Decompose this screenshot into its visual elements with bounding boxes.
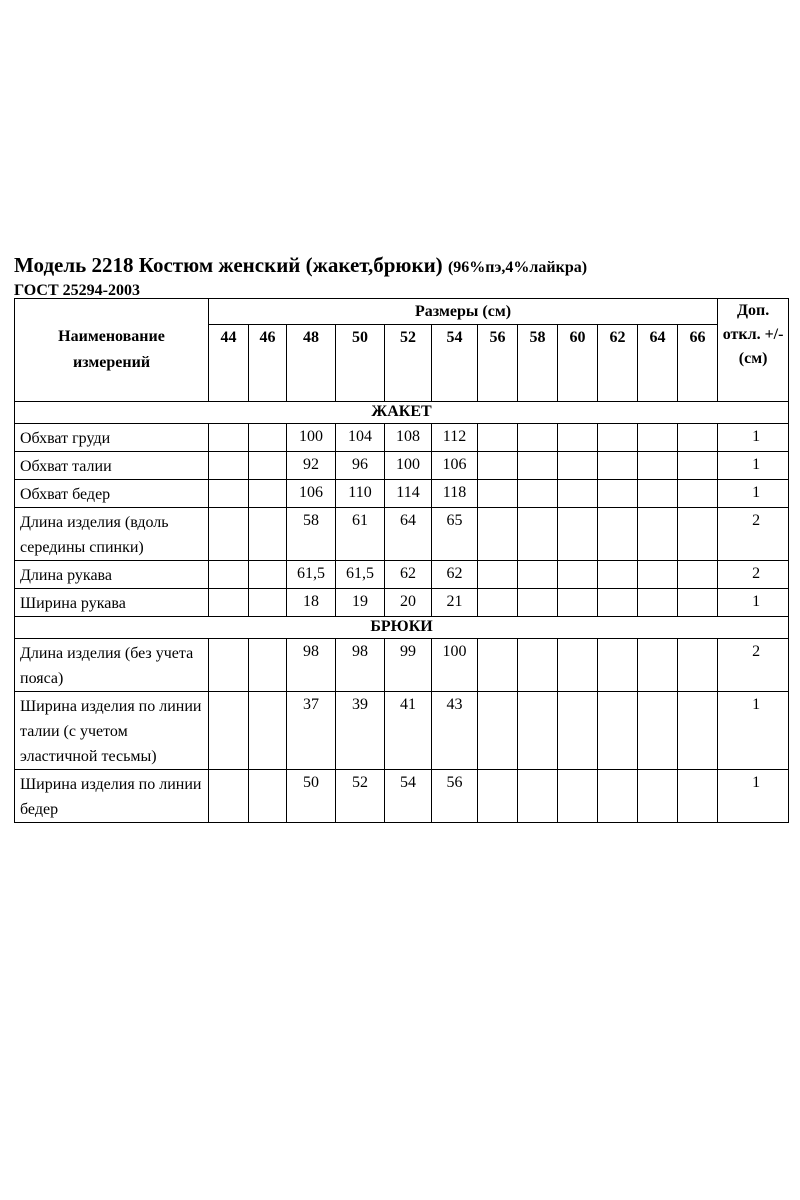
measurement-value — [209, 480, 249, 508]
table-row — [15, 692, 789, 770]
measurement-value — [638, 770, 678, 823]
document-title: Модель 2218 Костюм женский (жакет,брюки) (96%пэ,4%лайкра) — [14, 253, 588, 277]
measurement-value — [518, 424, 558, 452]
measurement-value — [249, 770, 287, 823]
measurement-value — [598, 692, 638, 770]
table-body — [15, 402, 789, 823]
measurement-value: 106 — [287, 480, 336, 508]
measurement-value — [518, 692, 558, 770]
measurement-value — [638, 452, 678, 480]
measurement-value — [478, 692, 518, 770]
measurement-value — [518, 452, 558, 480]
measurement-value — [598, 589, 638, 617]
size-column-header: 46 — [249, 325, 287, 402]
table-row — [15, 480, 789, 508]
name-header-line2: измерений — [72, 354, 151, 371]
measurement-value: 65 — [432, 508, 478, 561]
measurement-value — [209, 424, 249, 452]
measurement-value — [638, 424, 678, 452]
size-column-header: 64 — [638, 325, 678, 402]
measurement-value: 58 — [287, 508, 336, 561]
measurement-value — [249, 452, 287, 480]
section-title: ЖАКЕТ — [15, 402, 789, 424]
section-title: БРЮКИ — [15, 617, 789, 639]
table-row — [15, 424, 789, 452]
measurement-value — [558, 589, 598, 617]
measurement-value — [558, 561, 598, 589]
measurement-value: 41 — [385, 692, 432, 770]
measurement-name: Ширина изделия по линии бедер — [15, 770, 209, 823]
measurement-value: 50 — [287, 770, 336, 823]
measurement-value — [678, 424, 718, 452]
measurement-value: 39 — [336, 692, 385, 770]
measurement-table — [14, 298, 789, 823]
table-row — [15, 452, 789, 480]
measurement-value — [638, 589, 678, 617]
measurement-value — [558, 424, 598, 452]
size-column-header: 62 — [598, 325, 638, 402]
measurement-value — [209, 589, 249, 617]
measurement-value: 92 — [287, 452, 336, 480]
measurement-value — [249, 589, 287, 617]
tolerance-value: 1 — [718, 692, 789, 770]
measurement-value — [518, 508, 558, 561]
size-column-header: 44 — [209, 325, 249, 402]
measurement-value — [558, 770, 598, 823]
measurement-value: 21 — [432, 589, 478, 617]
measurement-value: 100 — [432, 639, 478, 692]
gost-standard: ГОСТ 25294-2003 — [14, 282, 140, 299]
table-row — [15, 770, 789, 823]
measurement-value: 100 — [287, 424, 336, 452]
size-column-header: 52 — [385, 325, 432, 402]
measurement-value: 62 — [385, 561, 432, 589]
measurement-value: 112 — [432, 424, 478, 452]
measurement-value — [638, 508, 678, 561]
measurement-value — [678, 589, 718, 617]
measurement-value — [478, 480, 518, 508]
measurement-value — [209, 561, 249, 589]
measurement-value — [638, 561, 678, 589]
measurement-value — [518, 589, 558, 617]
name-header-line1: Наименование — [58, 328, 165, 345]
measurement-value: 19 — [336, 589, 385, 617]
measurement-name: Ширина рукава — [15, 589, 209, 617]
measurement-value — [678, 480, 718, 508]
measurement-value — [678, 508, 718, 561]
measurement-name-header — [15, 299, 209, 402]
measurement-value — [678, 452, 718, 480]
measurement-name: Длина рукава — [15, 561, 209, 589]
measurement-value — [518, 561, 558, 589]
measurement-value — [598, 508, 638, 561]
table-row — [15, 561, 789, 589]
measurement-name: Обхват талии — [15, 452, 209, 480]
measurement-value — [249, 480, 287, 508]
table-row — [15, 589, 789, 617]
document-header — [14, 253, 790, 300]
measurement-name: Обхват бедер — [15, 480, 209, 508]
measurement-value: 64 — [385, 508, 432, 561]
measurement-value — [478, 770, 518, 823]
measurement-name: Длина изделия (вдоль середины спинки) — [15, 508, 209, 561]
measurement-value — [249, 639, 287, 692]
measurement-value — [598, 561, 638, 589]
measurement-value — [478, 508, 518, 561]
measurement-name: Длина изделия (без учета пояса) — [15, 639, 209, 692]
table-row — [15, 508, 789, 561]
measurement-value — [249, 561, 287, 589]
measurement-value — [558, 480, 598, 508]
measurement-value — [478, 424, 518, 452]
measurement-value: 54 — [385, 770, 432, 823]
measurement-value — [598, 480, 638, 508]
tolerance-value: 1 — [718, 452, 789, 480]
measurement-value: 56 — [432, 770, 478, 823]
measurement-value — [518, 480, 558, 508]
size-column-header: 60 — [558, 325, 598, 402]
measurement-value — [678, 561, 718, 589]
measurement-value — [209, 452, 249, 480]
header-row-top — [15, 299, 789, 325]
measurement-value: 104 — [336, 424, 385, 452]
tolerance-value: 1 — [718, 480, 789, 508]
measurement-value — [638, 639, 678, 692]
measurement-value — [478, 452, 518, 480]
measurement-value: 99 — [385, 639, 432, 692]
measurement-value — [638, 480, 678, 508]
measurement-name: Обхват груди — [15, 424, 209, 452]
tolerance-value: 2 — [718, 561, 789, 589]
measurement-value: 61,5 — [336, 561, 385, 589]
measurement-value — [249, 424, 287, 452]
measurement-value: 100 — [385, 452, 432, 480]
size-column-header: 66 — [678, 325, 718, 402]
measurement-value — [558, 508, 598, 561]
measurement-value — [209, 639, 249, 692]
table-row — [15, 639, 789, 692]
measurement-value — [209, 692, 249, 770]
tolerance-value: 1 — [718, 770, 789, 823]
fabric-composition: (96%пэ,4%лайкра) — [447, 259, 588, 276]
measurement-value: 52 — [336, 770, 385, 823]
tolerance-value: 1 — [718, 589, 789, 617]
measurement-value — [558, 452, 598, 480]
sizes-header: Размеры (см) — [209, 299, 718, 325]
measurement-value — [478, 561, 518, 589]
measurement-value: 61 — [336, 508, 385, 561]
measurement-value — [678, 692, 718, 770]
measurement-value: 18 — [287, 589, 336, 617]
measurement-value: 114 — [385, 480, 432, 508]
measurement-value — [598, 424, 638, 452]
size-column-header: 50 — [336, 325, 385, 402]
measurement-name: Ширина изделия по линии талии (с учетом эластичной тесьмы) — [15, 692, 209, 770]
tolerance-header: Доп. откл. +/- (см) — [718, 299, 789, 402]
measurement-value — [558, 639, 598, 692]
section-row — [15, 617, 789, 639]
measurement-value — [478, 639, 518, 692]
measurement-value — [209, 508, 249, 561]
measurement-value — [518, 770, 558, 823]
measurement-value — [638, 692, 678, 770]
size-column-header: 48 — [287, 325, 336, 402]
tolerance-value: 1 — [718, 424, 789, 452]
measurement-value: 98 — [336, 639, 385, 692]
measurement-value — [558, 692, 598, 770]
measurement-value: 43 — [432, 692, 478, 770]
measurement-value: 110 — [336, 480, 385, 508]
measurement-value — [249, 692, 287, 770]
measurement-value — [598, 770, 638, 823]
measurement-value — [598, 639, 638, 692]
measurement-value: 62 — [432, 561, 478, 589]
measurement-value: 106 — [432, 452, 478, 480]
section-row — [15, 402, 789, 424]
measurement-value: 20 — [385, 589, 432, 617]
measurement-value: 118 — [432, 480, 478, 508]
tolerance-value: 2 — [718, 639, 789, 692]
measurement-value — [249, 508, 287, 561]
measurement-value: 108 — [385, 424, 432, 452]
measurement-value — [678, 770, 718, 823]
size-column-header: 56 — [478, 325, 518, 402]
tolerance-value: 2 — [718, 508, 789, 561]
size-column-header: 58 — [518, 325, 558, 402]
measurement-value: 96 — [336, 452, 385, 480]
measurement-value: 37 — [287, 692, 336, 770]
measurement-value — [598, 452, 638, 480]
measurement-value: 61,5 — [287, 561, 336, 589]
measurement-value — [478, 589, 518, 617]
measurement-value — [678, 639, 718, 692]
size-column-header: 54 — [432, 325, 478, 402]
measurement-value — [518, 639, 558, 692]
measurement-value: 98 — [287, 639, 336, 692]
measurement-value — [209, 770, 249, 823]
